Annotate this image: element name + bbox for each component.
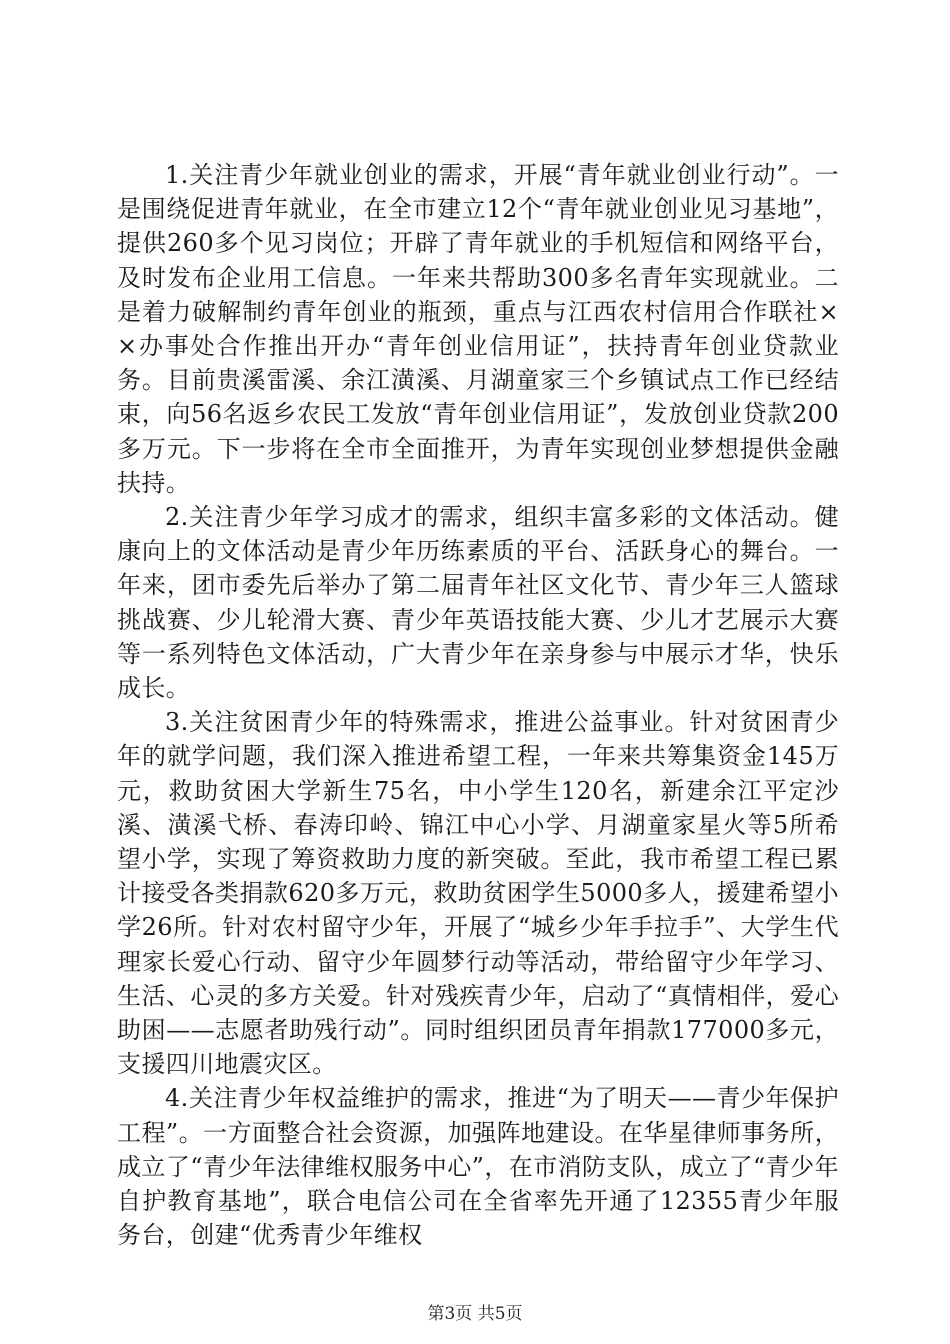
paragraph-employment: 1.关注青少年就业创业的需求，开展“青年就业创业行动”。一是围绕促进青年就业，在全市建立12个“青年就业创业见习基地”，提供260多个见习岗位；开辟了青年就业的手机短信和网络平台，及时发布企业用工信息。一年来共帮助300多名青年实现就业。二是着力破解制约青年创业的瓶颈，重点与江西农村信用合作联社××办事处合作推出开办“青年创业信用证”，扶持青年创业贷款业务。目前贵溪雷溪、余江潢溪、月湖童家三个乡镇试点工作已经结束，向56名返乡农民工发放“青年创业信用证”，发放创业贷款200多万元。下一步将在全市全面推开，为青年实现创业梦想提供金融扶持。 [117,161,839,497]
paragraph-rights-protection: 4.关注青少年权益维护的需求，推进“为了明天——青少年保护工程”。一方面整合社会资源，加强阵地建设。在华星律师事务所，成立了“青少年法律维权服务中心”，在市消防支队，成立了“青少年自护教育基地”，联合电信公司在全省率先开通了12355青少年服务台，创建“优秀青少年维权 [117,1084,839,1250]
paragraph-learning: 2.关注青少年学习成才的需求，组织丰富多彩的文体活动。健康向上的文体活动是青少年历练素质的平台、活跃身心的舞台。一年来，团市委先后举办了第二届青年社区文化节、青少年三人篮球挑战赛、少儿轮滑大赛、青少年英语技能大赛、少儿才艺展示大赛等一系列特色文体活动，广大青少年在亲身参与中展示才华，快乐成长。 [117,503,839,703]
paragraph-poverty-aid: 3.关注贫困青少年的特殊需求，推进公益事业。针对贫困青少年的就学问题，我们深入推进希望工程，一年来共筹集资金145万元，救助贫困大学新生75名，中小学生120名，新建余江平定沙溪、潢溪弋桥、春涛印岭、锦江中心小学、月湖童家星火等5所希望小学，实现了筹资救助力度的新突破。至此，我市希望工程已累计接受各类捐款620多万元，救助贫困学生5000多人，援建希望小学26所。针对农村留守少年，开展了“城乡少年手拉手”、大学生代理家长爱心行动、留守少年圆梦行动等活动，带给留守少年学习、生活、心灵的多方关爱。针对残疾青少年，启动了“真情相伴，爱心助困——志愿者助残行动”。同时组织团员青年捐款177000多元，支援四川地震灾区。 [117,708,839,1079]
page-number-footer: 第3页 共5页 [427,1304,523,1324]
document-body [117,158,839,1253]
